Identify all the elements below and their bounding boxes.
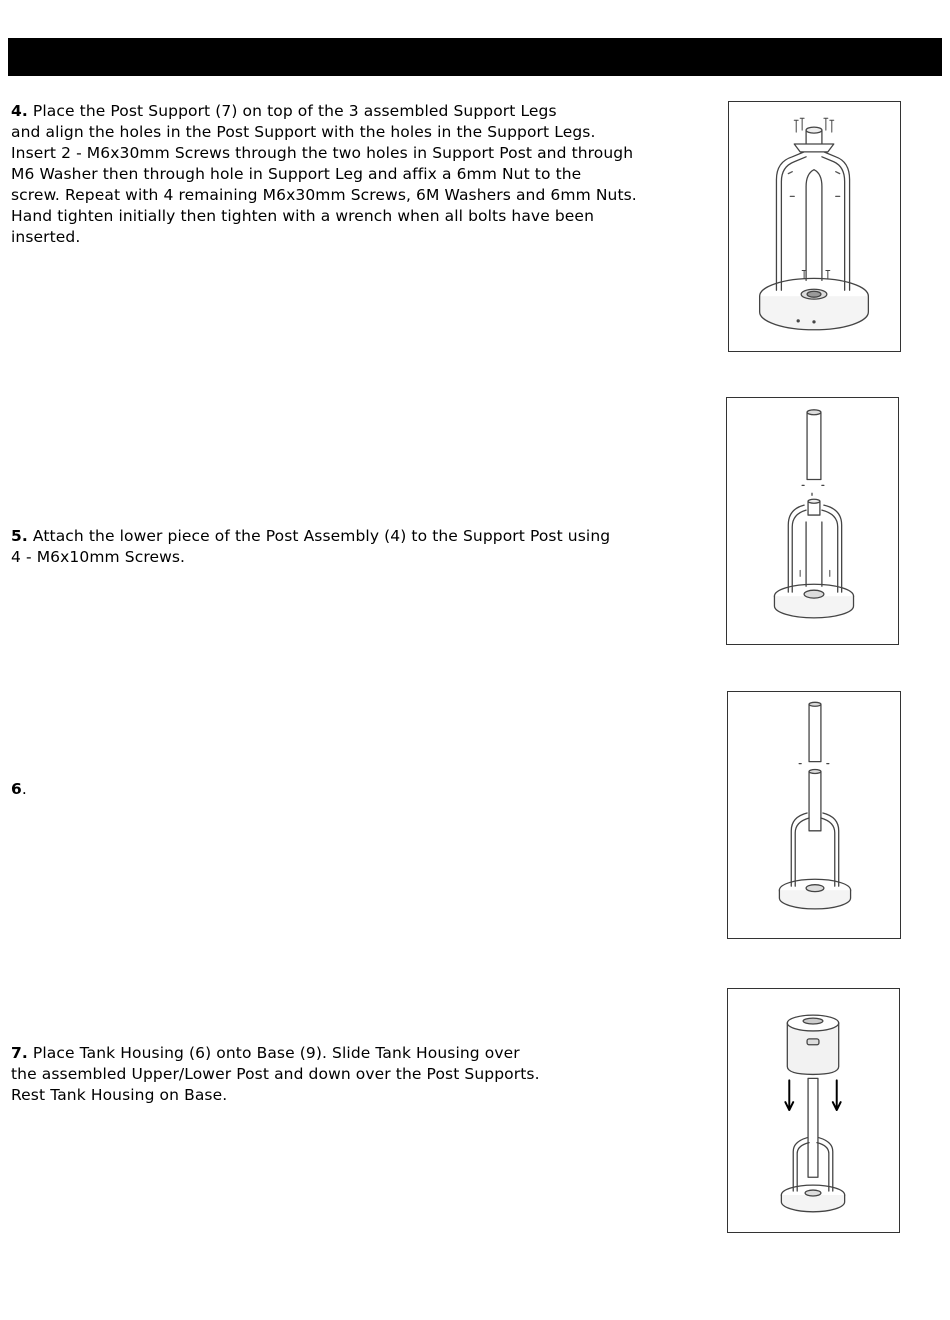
step-6-line-1 [11,779,27,800]
screw-marks [800,570,830,576]
step-4-line-4: M6 Washer then through hole in Support Leg and affix a 6mm Nut to the [11,165,582,183]
lower-post [809,772,821,831]
step-7-line-1: 7. Place Tank Housing (6) onto Base (9). Slide Tank Housing over [11,1044,520,1062]
step-6-number: 6 [11,780,22,798]
upper-post [809,704,821,761]
alignment-marks [802,485,826,496]
support-leg-back [806,170,822,281]
step-5-line-1: 5. Attach the lower piece of the Post Assembly (4) to the Support Post using [11,527,611,545]
step-4-text [11,101,637,248]
step-6-text [11,779,27,800]
step-4-line-2: and align the holes in the Post Support with the holes in the Support Legs. [11,123,596,141]
step-4-line-7: inserted. [11,228,81,246]
base-rim [781,1195,844,1212]
step-6-suffix: . [21,780,27,798]
post-support-flange [794,144,834,152]
support-leg-left [788,505,804,592]
step-7-line-2: the assembled Upper/Lower Post and down over the Post Supports. [11,1065,540,1083]
nuts [788,172,839,197]
base-rim [779,890,850,909]
post [808,1078,818,1177]
step-7-number: 7. [11,1044,28,1062]
step-7-illustration [727,988,900,1233]
step-4-illustration [728,101,901,352]
arrow-down-left-icon [785,1080,793,1110]
step-7-text [11,1043,540,1106]
step-5-number: 5. [11,527,28,545]
lower-post [807,412,821,479]
support-leg-right [824,505,842,592]
step-6-illustration [727,691,901,939]
step-4-line-6: Hand tighten initially then tighten with a wrench when all bolts have been [11,207,594,225]
step-4-line-1: 4. Place the Post Support (7) on top of the 3 assembled Support Legs [11,102,557,120]
step-5-text [11,526,610,568]
step-4-line-3: Insert 2 - M6x30mm Screws through the two holes in Support Post and through [11,144,634,162]
tank-handle [807,1039,819,1045]
base-rim [760,296,869,330]
step-5-illustration [726,397,899,645]
step-5-line-2: 4 - M6x10mm Screws. [11,548,186,566]
step-4-number: 4. [11,102,28,120]
arrow-down-right-icon [833,1080,841,1110]
support-leg-left [793,1138,807,1191]
step-4-line-5: screw. Repeat with 4 remaining M6x30mm Screws, 6M Washers and 6mm Nuts. [11,186,637,204]
support-leg-right [819,1138,833,1191]
step-7-line-3: Rest Tank Housing on Base. [11,1086,228,1104]
header-bar [8,38,942,76]
base-rim [774,596,853,618]
